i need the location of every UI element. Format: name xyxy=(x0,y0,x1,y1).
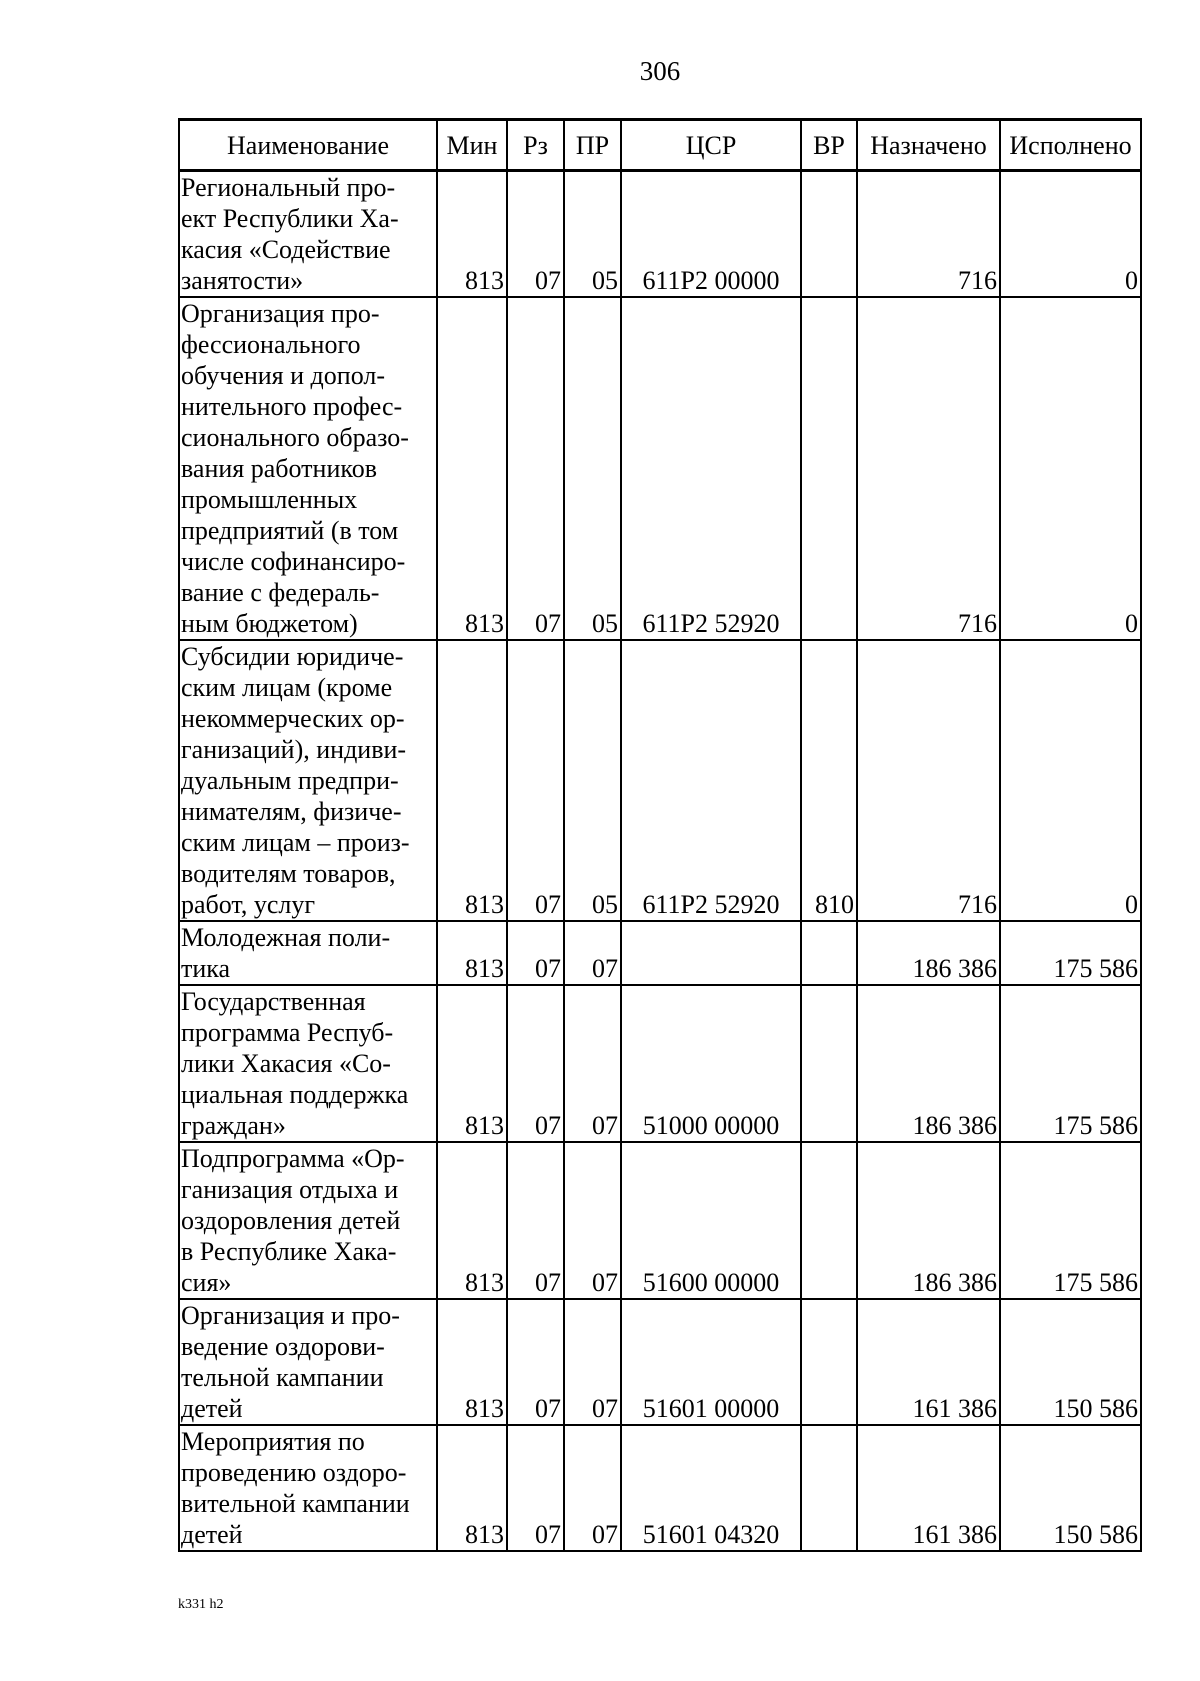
cell-min: 813 xyxy=(437,1425,507,1551)
cell-rz: 07 xyxy=(507,985,564,1142)
cell-min: 813 xyxy=(437,921,507,985)
cell-csr: 51600 00000 xyxy=(621,1142,801,1299)
header-min: Мин xyxy=(437,120,507,171)
cell-assigned: 716 xyxy=(857,171,1000,298)
cell-name: Региональный про- ект Республики Ха- касия «Содействие занятости» xyxy=(179,171,437,298)
cell-assigned: 161 386 xyxy=(857,1299,1000,1425)
cell-csr xyxy=(621,921,801,985)
page-number: 306 xyxy=(639,56,681,86)
cell-pr: 05 xyxy=(564,297,621,640)
cell-min: 813 xyxy=(437,640,507,921)
cell-csr: 611P2 52920 xyxy=(621,297,801,640)
table-row xyxy=(179,640,1141,921)
cell-pr: 07 xyxy=(564,921,621,985)
table-row xyxy=(179,1142,1141,1299)
cell-rz: 07 xyxy=(507,1299,564,1425)
cell-assigned: 186 386 xyxy=(857,1142,1000,1299)
cell-rz: 07 xyxy=(507,171,564,298)
cell-vr xyxy=(801,921,857,985)
cell-vr xyxy=(801,1425,857,1551)
cell-assigned: 161 386 xyxy=(857,1425,1000,1551)
table-row xyxy=(179,985,1141,1142)
cell-min: 813 xyxy=(437,297,507,640)
table-row xyxy=(179,171,1141,298)
cell-executed: 0 xyxy=(1000,171,1141,298)
cell-executed: 0 xyxy=(1000,640,1141,921)
cell-name: Организация и про- ведение оздорови- тельной кампании детей xyxy=(179,1299,437,1425)
cell-assigned: 186 386 xyxy=(857,921,1000,985)
cell-pr: 07 xyxy=(564,1425,621,1551)
cell-rz: 07 xyxy=(507,921,564,985)
cell-rz: 07 xyxy=(507,640,564,921)
header-name: Наименование xyxy=(179,120,437,171)
cell-vr xyxy=(801,171,857,298)
cell-rz: 07 xyxy=(507,1142,564,1299)
cell-name: Подпрограмма «Ор- ганизация отдыха и оздоровления детей в Республике Хака- сия» xyxy=(179,1142,437,1299)
cell-pr: 05 xyxy=(564,171,621,298)
cell-vr xyxy=(801,1299,857,1425)
cell-min: 813 xyxy=(437,1142,507,1299)
cell-executed: 175 586 xyxy=(1000,1142,1141,1299)
header-vr: ВР xyxy=(801,120,857,171)
cell-executed: 150 586 xyxy=(1000,1425,1141,1551)
cell-name: Мероприятия по проведению оздоро- вительной кампании детей xyxy=(179,1425,437,1551)
cell-name: Субсидии юридиче- ским лицам (кроме некоммерческих ор- ганизаций), индиви- дуальным предпри- нимателям, физиче- ским лицам – произ- водителям товаров, работ, услуг xyxy=(179,640,437,921)
cell-pr: 07 xyxy=(564,985,621,1142)
cell-min: 813 xyxy=(437,171,507,298)
table-body xyxy=(179,171,1141,1552)
cell-assigned: 186 386 xyxy=(857,985,1000,1142)
header-executed: Исполнено xyxy=(1000,120,1141,171)
cell-min: 813 xyxy=(437,1299,507,1425)
cell-min: 813 xyxy=(437,985,507,1142)
cell-csr: 51000 00000 xyxy=(621,985,801,1142)
cell-executed: 175 586 xyxy=(1000,985,1141,1142)
cell-pr: 07 xyxy=(564,1142,621,1299)
table-row xyxy=(179,921,1141,985)
cell-vr xyxy=(801,1142,857,1299)
cell-vr xyxy=(801,985,857,1142)
cell-executed: 150 586 xyxy=(1000,1299,1141,1425)
cell-csr: 51601 00000 xyxy=(621,1299,801,1425)
cell-name: Государственная программа Респуб- лики Хакасия «Со- циальная поддержка граждан» xyxy=(179,985,437,1142)
cell-pr: 05 xyxy=(564,640,621,921)
cell-assigned: 716 xyxy=(857,297,1000,640)
table-row xyxy=(179,1425,1141,1551)
cell-name: Организация про- фессионального обучения и допол- нительного профес- сионального образо- вания работников промышленных предприятий (в том числе софинансиро- вание с федераль- ным бюджетом) xyxy=(179,297,437,640)
cell-name: Молодежная поли- тика xyxy=(179,921,437,985)
cell-rz: 07 xyxy=(507,1425,564,1551)
table-row xyxy=(179,297,1141,640)
table-header-row xyxy=(179,120,1141,171)
header-rz: Рз xyxy=(507,120,564,171)
budget-table xyxy=(178,118,1142,1552)
cell-csr: 611P2 52920 xyxy=(621,640,801,921)
table-row xyxy=(179,1299,1141,1425)
footer-code: k331 h2 xyxy=(178,1597,224,1612)
cell-vr xyxy=(801,297,857,640)
cell-rz: 07 xyxy=(507,297,564,640)
header-assigned: Назначено xyxy=(857,120,1000,171)
header-csr: ЦСР xyxy=(621,120,801,171)
cell-assigned: 716 xyxy=(857,640,1000,921)
cell-vr: 810 xyxy=(801,640,857,921)
cell-executed: 0 xyxy=(1000,297,1141,640)
header-pr: ПР xyxy=(564,120,621,171)
cell-pr: 07 xyxy=(564,1299,621,1425)
cell-executed: 175 586 xyxy=(1000,921,1141,985)
cell-csr: 611P2 00000 xyxy=(621,171,801,298)
cell-csr: 51601 04320 xyxy=(621,1425,801,1551)
